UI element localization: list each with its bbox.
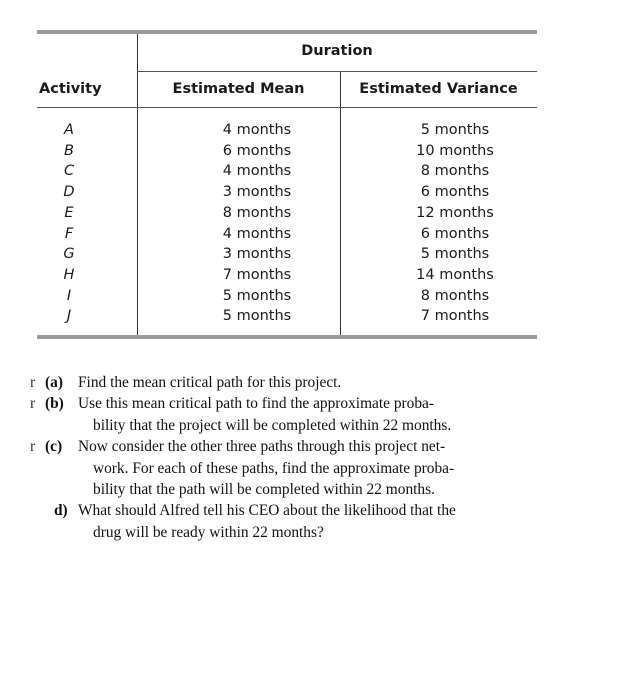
activity-cell: A bbox=[64, 122, 74, 138]
variance-cell: 8 months bbox=[420, 287, 490, 304]
activity-cell: B bbox=[64, 142, 74, 159]
question-label: (a) bbox=[45, 374, 63, 391]
estimated-mean-header: Estimated Mean bbox=[172, 81, 305, 97]
table-bottom-rule bbox=[37, 335, 537, 339]
question-text-line: drug will be ready within 22 months? bbox=[93, 523, 324, 541]
variance-cell: 6 months bbox=[420, 225, 490, 242]
question-text-line: bility that the project will be completed within 22 months. bbox=[93, 416, 452, 434]
activity-cell: G bbox=[63, 246, 75, 263]
column-divider-2 bbox=[340, 72, 341, 335]
mean-cell: 4 months bbox=[222, 122, 292, 138]
mean-cell: 4 months bbox=[222, 225, 292, 242]
variance-cell: 14 months bbox=[416, 266, 494, 283]
activity-column bbox=[51, 120, 87, 327]
variance-cell: 6 months bbox=[420, 184, 490, 201]
question-text-line: Now consider the other three paths through this project net- bbox=[78, 438, 446, 456]
question-label: (c) bbox=[45, 438, 63, 456]
variance-cell: 10 months bbox=[416, 142, 494, 159]
variance-cell: 8 months bbox=[420, 163, 490, 180]
group-header-rule bbox=[137, 71, 537, 72]
estimated-variance-header: Estimated Variance bbox=[359, 81, 518, 97]
variance-cell: 12 months bbox=[416, 204, 494, 221]
mean-cell: 5 months bbox=[222, 308, 292, 325]
duration-table bbox=[37, 30, 537, 340]
mean-cell: 4 months bbox=[222, 163, 292, 180]
question-text-line: Use this mean critical path to find the approximate proba- bbox=[78, 395, 435, 413]
activity-cell: H bbox=[63, 266, 75, 283]
question-text-line: bility that the path will be completed within 22 months. bbox=[93, 481, 435, 498]
question-text-line: work. For each of these paths, find the approximate proba- bbox=[93, 459, 455, 477]
question-text-line: What should Alfred tell his CEO about the likelihood that the bbox=[78, 502, 456, 520]
variance-cell: 7 months bbox=[420, 308, 490, 325]
activity-cell: F bbox=[64, 225, 74, 242]
table-top-rule bbox=[37, 30, 537, 34]
mean-cell: 7 months bbox=[222, 266, 292, 283]
mean-cell: 6 months bbox=[222, 142, 292, 159]
mean-cell: 5 months bbox=[222, 287, 292, 304]
activity-cell: D bbox=[63, 184, 75, 201]
activity-cell: C bbox=[63, 163, 75, 180]
activity-cell: J bbox=[66, 308, 72, 325]
variance-cell: 5 months bbox=[420, 122, 490, 138]
question-label: (b) bbox=[45, 395, 64, 413]
variance-column bbox=[385, 120, 525, 327]
question-text-line: Find the mean critical path for this project. bbox=[78, 374, 342, 391]
activity-cell: E bbox=[64, 204, 74, 221]
variance-cell: 5 months bbox=[420, 246, 490, 263]
mean-cell: 8 months bbox=[222, 204, 292, 221]
margin-mark: r bbox=[30, 374, 36, 391]
mean-cell: 3 months bbox=[222, 184, 292, 201]
duration-group-header: Duration bbox=[301, 43, 373, 59]
header-rule bbox=[37, 107, 537, 108]
question-label: d) bbox=[54, 502, 68, 520]
mean-column bbox=[177, 120, 337, 327]
activity-header: Activity bbox=[39, 81, 102, 97]
margin-mark: r bbox=[30, 395, 36, 413]
margin-mark: r bbox=[30, 438, 36, 456]
activity-cell: I bbox=[66, 287, 72, 304]
mean-cell: 3 months bbox=[222, 246, 292, 263]
column-divider-1 bbox=[137, 34, 138, 335]
